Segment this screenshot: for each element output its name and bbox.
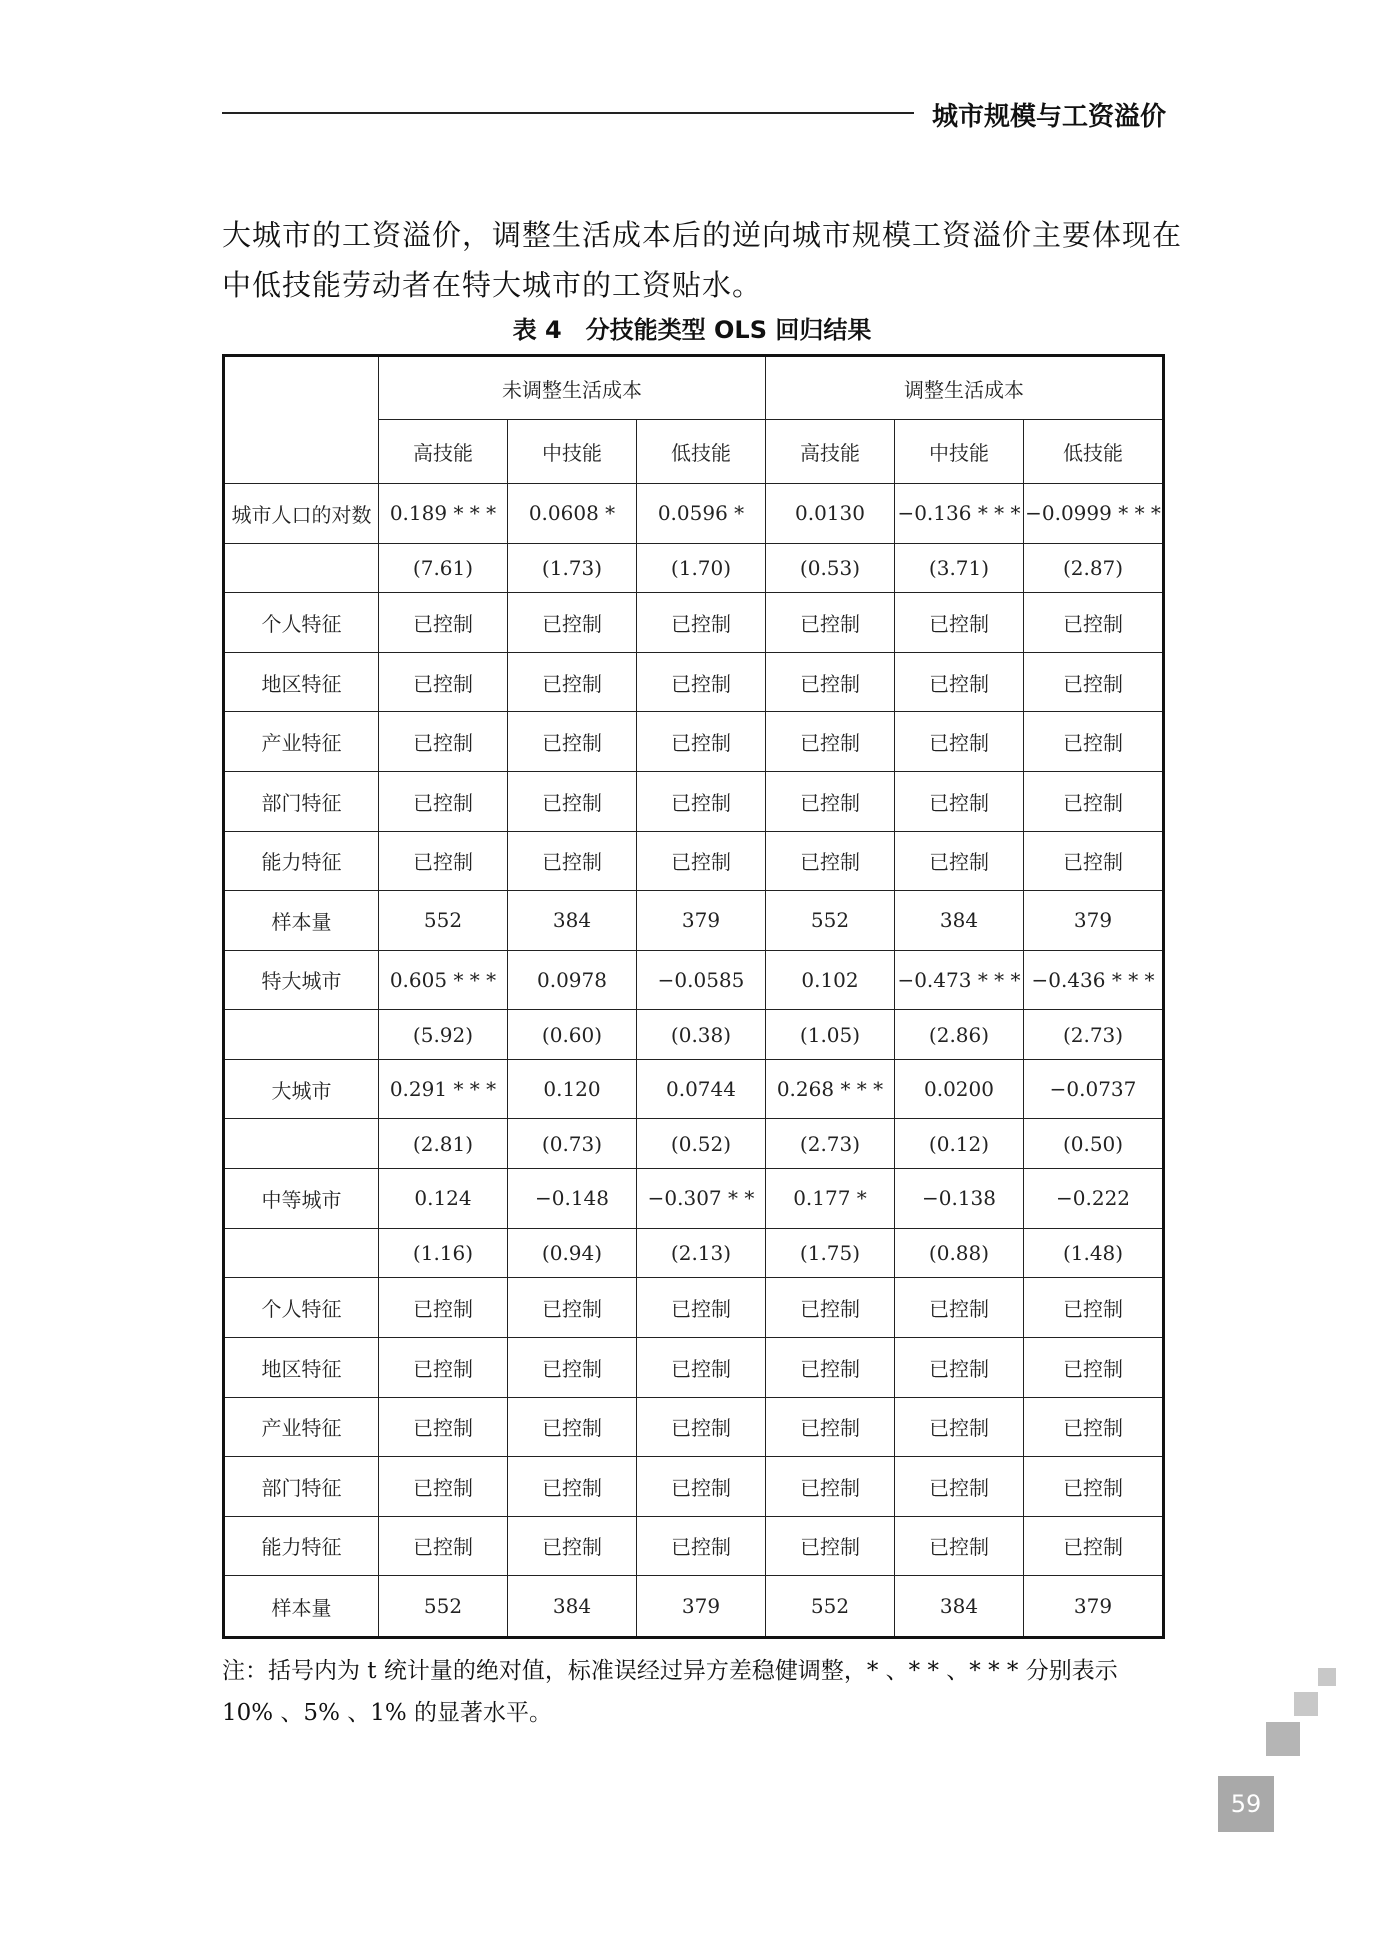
value-cell: 已控制	[637, 1457, 766, 1517]
value-cell: 已控制	[895, 1337, 1024, 1397]
value-cell: 已控制	[637, 652, 766, 712]
value-cell: 已控制	[766, 1278, 895, 1338]
table-caption: 表 4 分技能类型 OLS 回归结果	[512, 316, 872, 344]
table-note	[222, 1650, 1162, 1734]
header-rule	[222, 112, 914, 114]
value-cell: (0.94)	[508, 1228, 637, 1278]
value-cell: 已控制	[1024, 831, 1164, 891]
value-cell: 552	[379, 1576, 508, 1638]
row-label-cell: 特大城市	[224, 950, 379, 1010]
value-cell: 已控制	[508, 1516, 637, 1576]
sub-header-cell: 高技能	[379, 420, 508, 484]
row-label-cell: 部门特征	[224, 771, 379, 831]
value-cell: 已控制	[895, 1516, 1024, 1576]
value-cell: 已控制	[637, 1278, 766, 1338]
value-cell: 已控制	[508, 1397, 637, 1457]
value-cell: (0.73)	[508, 1119, 637, 1169]
value-cell: (0.88)	[895, 1228, 1024, 1278]
row-label-cell: 个人特征	[224, 1278, 379, 1338]
value-cell: 已控制	[1024, 712, 1164, 772]
value-cell: −0.148	[508, 1169, 637, 1229]
value-cell: 已控制	[1024, 771, 1164, 831]
note-line: 10% 、5% 、1% 的显著水平。	[222, 1700, 553, 1726]
body-line: 中低技能劳动者在特大城市的工资贴水。	[222, 268, 763, 302]
table-row	[224, 1010, 1164, 1060]
value-cell: 已控制	[895, 593, 1024, 653]
value-cell: 379	[1024, 891, 1164, 951]
value-cell: (2.81)	[379, 1119, 508, 1169]
value-cell: (2.13)	[637, 1228, 766, 1278]
value-cell: 已控制	[508, 1278, 637, 1338]
value-cell: −0.436 * * *	[1024, 950, 1164, 1010]
value-cell: (0.38)	[637, 1010, 766, 1060]
value-cell: 已控制	[766, 831, 895, 891]
value-cell: 已控制	[379, 1397, 508, 1457]
value-cell: 552	[766, 891, 895, 951]
value-cell: 0.605 * * *	[379, 950, 508, 1010]
value-cell: 379	[637, 891, 766, 951]
value-cell: 552	[379, 891, 508, 951]
value-cell: (3.71)	[895, 543, 1024, 593]
row-label-cell: 产业特征	[224, 712, 379, 772]
value-cell: (2.73)	[1024, 1010, 1164, 1060]
value-cell: 已控制	[637, 831, 766, 891]
value-cell: 已控制	[508, 1457, 637, 1517]
value-cell: 已控制	[379, 1516, 508, 1576]
value-cell: 0.0744	[637, 1059, 766, 1119]
value-cell: 已控制	[379, 1457, 508, 1517]
table-row	[224, 652, 1164, 712]
table-row	[224, 1337, 1164, 1397]
value-cell: −0.473 * * *	[895, 950, 1024, 1010]
value-cell: 已控制	[379, 771, 508, 831]
value-cell: 已控制	[637, 1337, 766, 1397]
value-cell: 已控制	[1024, 1397, 1164, 1457]
value-cell: 已控制	[1024, 1337, 1164, 1397]
sub-header-cell: 低技能	[1024, 420, 1164, 484]
row-label-cell	[224, 1010, 379, 1060]
row-label-cell: 能力特征	[224, 1516, 379, 1576]
value-cell: −0.0999 * * *	[1024, 484, 1164, 544]
value-cell: 已控制	[895, 652, 1024, 712]
value-cell: 已控制	[379, 712, 508, 772]
value-cell: (1.48)	[1024, 1228, 1164, 1278]
value-cell: 已控制	[1024, 1516, 1164, 1576]
value-cell: 384	[895, 891, 1024, 951]
sub-header-cell: 中技能	[895, 420, 1024, 484]
row-label-cell	[224, 1228, 379, 1278]
regression-results-table	[222, 354, 1165, 1639]
row-label-cell: 产业特征	[224, 1397, 379, 1457]
group-header-unadjusted: 未调整生活成本	[379, 356, 766, 420]
value-cell: 已控制	[1024, 593, 1164, 653]
sub-header-cell: 中技能	[508, 420, 637, 484]
value-cell: 0.0978	[508, 950, 637, 1010]
value-cell: 已控制	[895, 712, 1024, 772]
page-number: 59	[1218, 1776, 1274, 1832]
value-cell: −0.307 * *	[637, 1169, 766, 1229]
value-cell: (2.73)	[766, 1119, 895, 1169]
value-cell: 已控制	[766, 1457, 895, 1517]
corner-header-cell	[224, 356, 379, 484]
value-cell: 已控制	[379, 1337, 508, 1397]
value-cell: −0.0737	[1024, 1059, 1164, 1119]
value-cell: 379	[1024, 1576, 1164, 1638]
row-label-cell: 大城市	[224, 1059, 379, 1119]
row-label-cell	[224, 1119, 379, 1169]
value-cell: 0.124	[379, 1169, 508, 1229]
value-cell: 已控制	[379, 593, 508, 653]
value-cell: 已控制	[379, 1278, 508, 1338]
table-row	[224, 484, 1164, 544]
table-body	[224, 484, 1164, 1638]
table-row	[224, 1457, 1164, 1517]
value-cell: 已控制	[637, 593, 766, 653]
value-cell: 0.102	[766, 950, 895, 1010]
row-label-cell: 中等城市	[224, 1169, 379, 1229]
value-cell: 已控制	[766, 1516, 895, 1576]
table-row	[224, 1119, 1164, 1169]
decorative-square	[1294, 1692, 1318, 1716]
value-cell: 0.120	[508, 1059, 637, 1119]
value-cell: (1.70)	[637, 543, 766, 593]
table-row	[224, 891, 1164, 951]
value-cell: 已控制	[637, 712, 766, 772]
value-cell: (1.75)	[766, 1228, 895, 1278]
row-label-cell: 地区特征	[224, 1337, 379, 1397]
value-cell: 已控制	[508, 652, 637, 712]
value-cell: 0.0200	[895, 1059, 1024, 1119]
table-row	[224, 1278, 1164, 1338]
value-cell: 已控制	[1024, 1278, 1164, 1338]
value-cell: 已控制	[766, 1337, 895, 1397]
value-cell: 0.291 * * *	[379, 1059, 508, 1119]
value-cell: (0.53)	[766, 543, 895, 593]
value-cell: 已控制	[1024, 1457, 1164, 1517]
value-cell: 0.189 * * *	[379, 484, 508, 544]
value-cell: (0.52)	[637, 1119, 766, 1169]
value-cell: 已控制	[895, 1397, 1024, 1457]
value-cell: 384	[895, 1576, 1024, 1638]
table-row	[224, 950, 1164, 1010]
value-cell: 已控制	[379, 831, 508, 891]
table-row	[224, 1059, 1164, 1119]
note-line: 注：括号内为 t 统计量的绝对值，标准误经过异方差稳健调整，* 、* * 、* * * 分别表示	[222, 1658, 1118, 1684]
value-cell: 已控制	[766, 712, 895, 772]
value-cell: 384	[508, 891, 637, 951]
value-cell: −0.222	[1024, 1169, 1164, 1229]
sub-header-cell: 低技能	[637, 420, 766, 484]
body-line: 大城市的工资溢价，调整生活成本后的逆向城市规模工资溢价主要体现在	[222, 218, 1183, 252]
table-row	[224, 712, 1164, 772]
value-cell: −0.136 * * *	[895, 484, 1024, 544]
value-cell: 0.177 *	[766, 1169, 895, 1229]
value-cell: 已控制	[895, 1457, 1024, 1517]
row-label-cell	[224, 543, 379, 593]
sub-header-cell: 高技能	[766, 420, 895, 484]
value-cell: 已控制	[766, 593, 895, 653]
table-row	[224, 1576, 1164, 1638]
table-row	[224, 1169, 1164, 1229]
value-cell: (0.60)	[508, 1010, 637, 1060]
value-cell: 已控制	[379, 652, 508, 712]
value-cell: 已控制	[508, 831, 637, 891]
decorative-square	[1266, 1722, 1300, 1756]
value-cell: 已控制	[766, 771, 895, 831]
value-cell: 已控制	[895, 831, 1024, 891]
table-row	[224, 1516, 1164, 1576]
value-cell: 0.268 * * *	[766, 1059, 895, 1119]
table-row	[224, 1228, 1164, 1278]
value-cell: (2.87)	[1024, 543, 1164, 593]
row-label-cell: 部门特征	[224, 1457, 379, 1517]
value-cell: 已控制	[508, 1337, 637, 1397]
value-cell: (2.86)	[895, 1010, 1024, 1060]
value-cell: 379	[637, 1576, 766, 1638]
value-cell: 已控制	[895, 771, 1024, 831]
table-row	[224, 1397, 1164, 1457]
value-cell: (5.92)	[379, 1010, 508, 1060]
value-cell: −0.0585	[637, 950, 766, 1010]
value-cell: (0.50)	[1024, 1119, 1164, 1169]
value-cell: 已控制	[895, 1278, 1024, 1338]
value-cell: 已控制	[1024, 652, 1164, 712]
running-header-title: 城市规模与工资溢价	[932, 102, 1167, 132]
table-row	[224, 771, 1164, 831]
value-cell: 0.0608 *	[508, 484, 637, 544]
value-cell: 已控制	[637, 1516, 766, 1576]
group-header-adjusted: 调整生活成本	[766, 356, 1164, 420]
row-label-cell: 个人特征	[224, 593, 379, 653]
row-label-cell: 样本量	[224, 1576, 379, 1638]
value-cell: 已控制	[766, 1397, 895, 1457]
value-cell: 已控制	[637, 771, 766, 831]
value-cell: (0.12)	[895, 1119, 1024, 1169]
row-label-cell: 地区特征	[224, 652, 379, 712]
value-cell: 0.0596 *	[637, 484, 766, 544]
value-cell: 0.0130	[766, 484, 895, 544]
table-row	[224, 543, 1164, 593]
value-cell: (1.73)	[508, 543, 637, 593]
value-cell: 已控制	[637, 1397, 766, 1457]
value-cell: 已控制	[508, 593, 637, 653]
row-label-cell: 城市人口的对数	[224, 484, 379, 544]
value-cell: (1.16)	[379, 1228, 508, 1278]
value-cell: 已控制	[508, 771, 637, 831]
table-row	[224, 593, 1164, 653]
table-row	[224, 831, 1164, 891]
decorative-square	[1318, 1668, 1336, 1686]
row-label-cell: 能力特征	[224, 831, 379, 891]
value-cell: (7.61)	[379, 543, 508, 593]
value-cell: 已控制	[508, 712, 637, 772]
value-cell: 384	[508, 1576, 637, 1638]
value-cell: 已控制	[766, 652, 895, 712]
value-cell: (1.05)	[766, 1010, 895, 1060]
value-cell: −0.138	[895, 1169, 1024, 1229]
value-cell: 552	[766, 1576, 895, 1638]
body-paragraph	[222, 210, 1183, 310]
row-label-cell: 样本量	[224, 891, 379, 951]
